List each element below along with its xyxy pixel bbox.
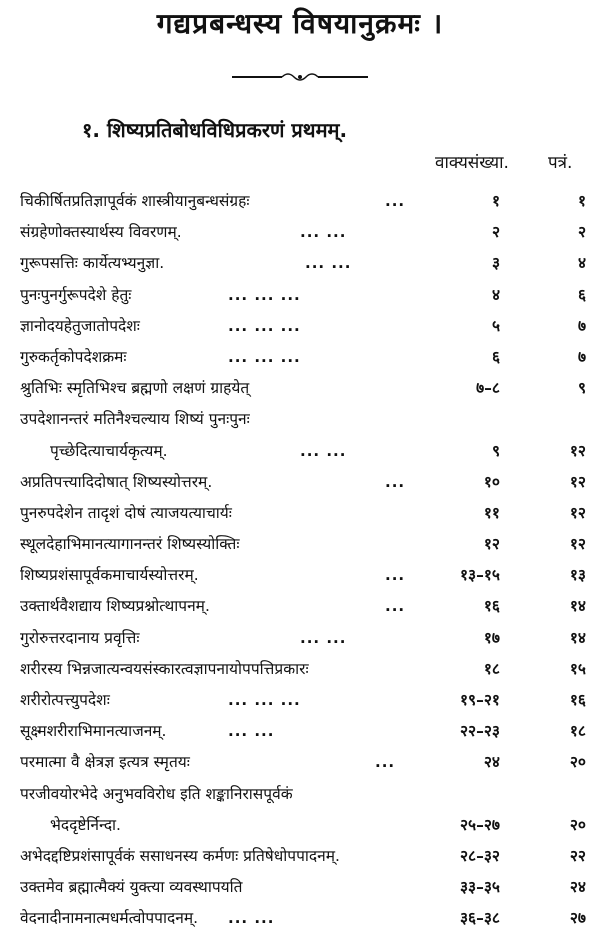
toc-row bbox=[0, 623, 600, 654]
vakya-number: ३३–३५ bbox=[460, 878, 500, 897]
toc-row bbox=[0, 779, 600, 810]
vakya-number: ३ bbox=[491, 254, 500, 273]
toc-row bbox=[0, 716, 600, 747]
toc-row bbox=[0, 591, 600, 622]
vakya-number: ११ bbox=[483, 503, 500, 522]
page-title: गद्यप्रबन्धस्य विषयानुक्रमः । bbox=[156, 7, 444, 40]
toc-row bbox=[0, 373, 600, 404]
toc-list bbox=[0, 186, 600, 935]
toc-row bbox=[0, 498, 600, 529]
vakya-number: १३–१५ bbox=[460, 566, 500, 585]
vakya-number: २८–३२ bbox=[460, 846, 500, 865]
toc-entry-text: उक्तार्थवैशद्याय शिष्यप्रश्नोत्थापनम्. bbox=[20, 597, 210, 616]
toc-entry-text: परमात्मा वै क्षेत्रज्ञ इत्यत्र स्मृतयः bbox=[20, 753, 190, 772]
page-number: १२ bbox=[569, 472, 586, 491]
toc-row bbox=[0, 467, 600, 498]
vakya-number: १० bbox=[483, 472, 500, 491]
page-number: १२ bbox=[569, 441, 586, 460]
page-number: २२ bbox=[569, 846, 586, 865]
vakya-number: १२ bbox=[483, 535, 500, 554]
leader-dots: ... ... bbox=[300, 628, 347, 647]
toc-entry-text: भेददृष्टेर्निन्दा. bbox=[50, 815, 121, 834]
page-number: ७ bbox=[577, 316, 586, 335]
toc-row bbox=[0, 404, 600, 435]
vakya-number: २४ bbox=[483, 753, 500, 772]
page-number: १२ bbox=[569, 503, 586, 522]
vakya-number: १ bbox=[491, 192, 500, 210]
leader-dots: ... bbox=[385, 472, 406, 491]
leader-dots: ... ... bbox=[228, 909, 275, 928]
toc-row bbox=[0, 280, 600, 311]
page-number: १२ bbox=[569, 535, 586, 554]
vakya-number: ४ bbox=[491, 285, 500, 304]
page-number: ७ bbox=[577, 347, 586, 366]
toc-row bbox=[0, 872, 600, 903]
column-header-patra: पत्रं. bbox=[548, 153, 573, 173]
toc-row bbox=[0, 248, 600, 279]
vakya-number: ७–८ bbox=[476, 379, 500, 398]
leader-dots: ... ... ... bbox=[228, 347, 301, 366]
leader-dots: ... ... ... bbox=[228, 316, 301, 335]
vakya-number: २५–२७ bbox=[460, 815, 500, 834]
section-heading: १. शिष्यप्रतिबोधविधिप्रकरणं प्रथमम्. bbox=[82, 118, 348, 142]
page-number: २४ bbox=[569, 878, 586, 897]
toc-entry-text: पुनरुपदेशेन तादृशं दोषं त्याजयत्याचार्यः bbox=[20, 503, 232, 522]
page-number: ९ bbox=[577, 379, 586, 398]
leader-dots: ... ... bbox=[305, 254, 352, 273]
toc-row bbox=[0, 217, 600, 248]
toc-entry-text: पुनःपुनर्गुरूपदेशे हेतुः bbox=[20, 285, 132, 304]
toc-entry-text: शिष्यप्रशंसापूर्वकमाचार्यस्योत्तरम्. bbox=[20, 566, 199, 585]
toc-row bbox=[0, 747, 600, 778]
column-header-vakya: वाक्यसंख्या. bbox=[435, 153, 509, 173]
toc-row bbox=[0, 810, 600, 841]
page-number: १४ bbox=[569, 597, 586, 616]
vakya-number: ९ bbox=[491, 441, 500, 460]
toc-entry-text: वेदनादीनामनात्मधर्मत्वोपपादनम्. bbox=[20, 909, 199, 928]
toc-entry-text: स्थूलदेहाभिमानत्यागानन्तरं शिष्यस्योक्तिः bbox=[20, 535, 240, 554]
toc-entry-text: गुरोरुत्तरदानाय प्रवृत्तिः bbox=[20, 628, 140, 647]
page-number: १ bbox=[577, 192, 586, 210]
leader-dots: ... bbox=[385, 597, 406, 616]
leader-dots: ... ... ... bbox=[228, 691, 301, 709]
toc-entry-text: पृच्छेदित्याचार्यकृत्यम्. bbox=[50, 441, 168, 460]
toc-entry-text: शरीरोत्पत्त्युपदेशः bbox=[20, 691, 110, 709]
page-number: १८ bbox=[569, 722, 586, 741]
toc-entry-text: अभेदद्दष्टिप्रशंसापूर्वकं ससाधनस्य कर्मणः प्रतिषेधोपपादनम्. bbox=[20, 846, 340, 865]
toc-row bbox=[0, 685, 600, 716]
toc-entry-text: उपदेशानन्तरं मतिनैश्चल्याय शिष्यं पुनःपुनः bbox=[20, 410, 250, 429]
ornament-divider bbox=[230, 70, 370, 84]
toc-row bbox=[0, 560, 600, 591]
page-number: २ bbox=[577, 223, 586, 242]
vakya-number: १९–२१ bbox=[460, 691, 500, 709]
toc-entry-text: श्रुतिभिः स्मृतिभिश्च ब्रह्मणो लक्षणं ग्राहयेत् bbox=[20, 379, 250, 398]
toc-row bbox=[0, 436, 600, 467]
toc-entry-text: गुरूपसत्तिः कार्येत्यभ्यनुज्ञा. bbox=[20, 254, 165, 273]
toc-entry-text: परजीवयोरभेदे अनुभवविरोध इति शङ्कानिरासपूर्वकं bbox=[20, 784, 293, 803]
toc-row bbox=[0, 654, 600, 685]
toc-row bbox=[0, 342, 600, 373]
vakya-number: १८ bbox=[483, 659, 500, 678]
leader-dots: ... ... ... bbox=[228, 285, 301, 304]
toc-row bbox=[0, 186, 600, 217]
vakya-number: ३६–३८ bbox=[460, 909, 500, 928]
toc-entry-text: संग्रहेणोक्तस्यार्थस्य विवरणम्. bbox=[20, 223, 182, 242]
leader-dots: ... ... bbox=[300, 441, 347, 460]
toc-entry-text: गुरुकर्तृकोपदेशक्रमः bbox=[20, 347, 127, 366]
toc-entry-text: उक्तमेव ब्रह्मात्मैक्यं युक्त्या व्यवस्थापयति bbox=[20, 878, 243, 897]
page-number: १६ bbox=[569, 691, 586, 709]
page-number: २० bbox=[569, 753, 586, 772]
vakya-number: ५ bbox=[491, 316, 500, 335]
page-number: ४ bbox=[577, 254, 586, 273]
vakya-number: २ bbox=[491, 223, 500, 242]
vakya-number: १७ bbox=[483, 628, 500, 647]
leader-dots: ... ... bbox=[300, 223, 347, 242]
leader-dots: ... bbox=[385, 566, 406, 585]
leader-dots: ... bbox=[385, 192, 406, 210]
page-number: २० bbox=[569, 815, 586, 834]
toc-entry-text: सूक्ष्मशरीराभिमानत्याजनम्. bbox=[20, 722, 167, 741]
toc-entry-text: चिकीर्षितप्रतिज्ञापूर्वकं शास्त्रीयानुबन्धसंग्रहः bbox=[20, 192, 250, 210]
page-number: १४ bbox=[569, 628, 586, 647]
page-number: ६ bbox=[577, 285, 586, 304]
page-number: १३ bbox=[569, 566, 586, 585]
vakya-number: १६ bbox=[483, 597, 500, 616]
vakya-number: २२–२३ bbox=[460, 722, 500, 741]
page-number: २७ bbox=[569, 909, 586, 928]
vakya-number: ६ bbox=[491, 347, 500, 366]
page-number: १५ bbox=[569, 659, 586, 678]
toc-row bbox=[0, 311, 600, 342]
toc-entry-text: ज्ञानोदयहेतुजातोपदेशः bbox=[20, 316, 140, 335]
toc-row bbox=[0, 903, 600, 934]
toc-row bbox=[0, 841, 600, 872]
toc-row bbox=[0, 529, 600, 560]
toc-entry-text: शरीरस्य भिन्नजात्यन्वयसंस्कारत्वज्ञापनायोपपत्तिप्रकारः bbox=[20, 659, 309, 678]
leader-dots: ... bbox=[375, 753, 396, 772]
leader-dots: ... ... bbox=[228, 722, 275, 741]
toc-entry-text: अप्रतिपत्त्यादिदोषात् शिष्यस्योत्तरम्. bbox=[20, 472, 213, 491]
